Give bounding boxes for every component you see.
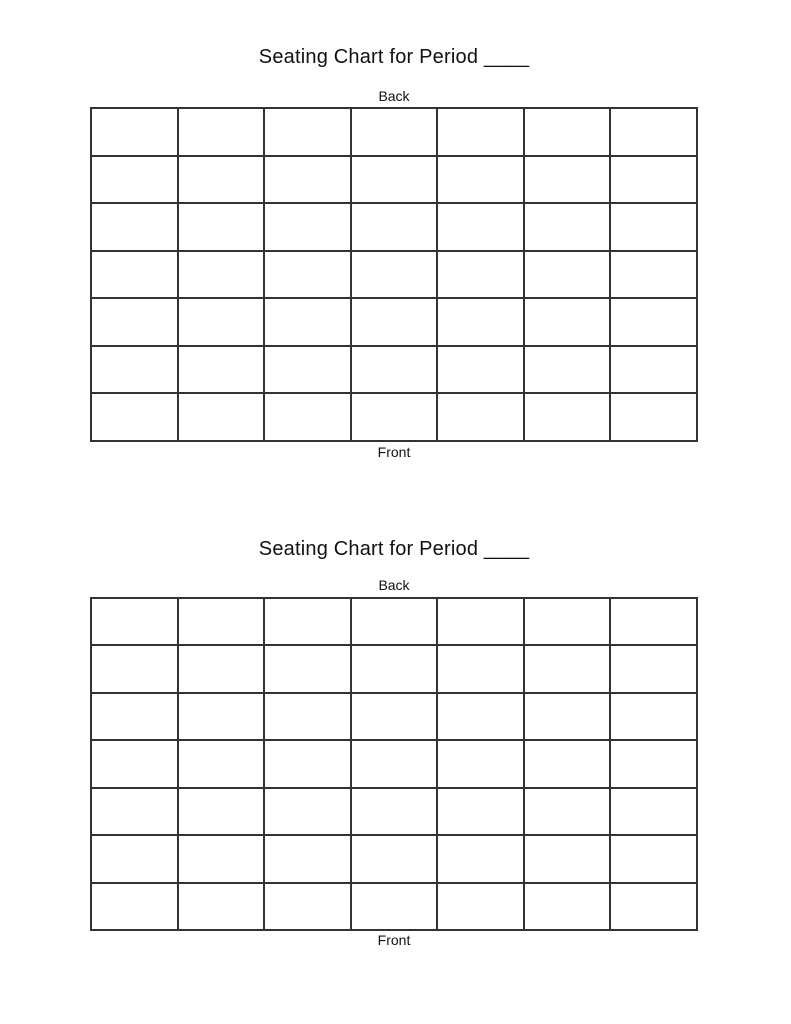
seat-cell [264,298,351,346]
seat-cell [351,835,438,882]
seat-cell [178,108,265,156]
seat-row [91,598,697,645]
seat-cell [351,740,438,787]
seat-cell [437,788,524,835]
seat-cell [178,393,265,441]
seat-cell [610,835,697,882]
seat-cell [524,645,611,692]
seat-cell [178,251,265,299]
seat-cell [264,645,351,692]
seat-row [91,156,697,204]
seat-cell [524,598,611,645]
seat-cell [524,788,611,835]
seat-cell [524,346,611,394]
seat-cell [524,156,611,204]
seat-cell [610,645,697,692]
seat-cell [524,393,611,441]
seat-cell [524,108,611,156]
seat-cell [264,740,351,787]
seat-cell [437,645,524,692]
seat-cell [610,108,697,156]
seat-cell [351,251,438,299]
seat-cell [351,393,438,441]
seat-cell [610,883,697,930]
seat-cell [437,598,524,645]
seat-row [91,203,697,251]
seat-cell [524,740,611,787]
front-label: Front [377,444,411,460]
seat-cell [91,393,178,441]
seat-cell [178,156,265,204]
seat-cell [178,788,265,835]
seat-row [91,346,697,394]
seat-row [91,835,697,882]
seat-cell [524,693,611,740]
seat-row [91,883,697,930]
seat-cell [91,203,178,251]
seat-cell [264,693,351,740]
seat-cell [610,298,697,346]
seat-cell [610,251,697,299]
seat-row [91,788,697,835]
seat-cell [437,740,524,787]
chart-title: Seating Chart for Period ____ [258,46,530,68]
seat-cell [91,740,178,787]
seat-cell [610,598,697,645]
seat-cell [351,645,438,692]
seat-cell [351,598,438,645]
seat-cell [264,393,351,441]
seat-cell [264,203,351,251]
seat-cell [351,883,438,930]
seat-row [91,251,697,299]
seat-cell [91,298,178,346]
seat-cell [437,298,524,346]
seat-cell [524,298,611,346]
seat-cell [91,598,178,645]
seat-cell [437,346,524,394]
seat-cell [91,251,178,299]
seat-cell [437,251,524,299]
seat-cell [524,203,611,251]
seating-grid [90,597,698,931]
seat-cell [178,598,265,645]
seat-cell [178,740,265,787]
seat-cell [437,156,524,204]
seat-cell [91,693,178,740]
seat-cell [610,788,697,835]
seat-cell [264,598,351,645]
seat-cell [351,788,438,835]
seat-cell [264,346,351,394]
seat-cell [437,203,524,251]
chart-title: Seating Chart for Period ____ [258,538,530,560]
seat-row [91,298,697,346]
seat-cell [437,835,524,882]
front-label: Front [377,932,411,948]
seat-cell [264,883,351,930]
seating-grid [90,107,698,442]
seat-cell [178,346,265,394]
seat-cell [437,693,524,740]
seat-cell [91,346,178,394]
seat-cell [610,346,697,394]
seat-cell [264,835,351,882]
seat-cell [264,788,351,835]
seat-cell [610,393,697,441]
seat-cell [91,835,178,882]
seat-row [91,108,697,156]
seat-cell [91,156,178,204]
seat-cell [264,156,351,204]
seat-cell [91,108,178,156]
seat-cell [178,645,265,692]
seat-cell [178,835,265,882]
back-label: Back [378,88,410,104]
seat-cell [524,883,611,930]
seat-cell [610,693,697,740]
seat-cell [178,298,265,346]
seat-cell [351,693,438,740]
seat-cell [610,156,697,204]
seat-cell [610,740,697,787]
seat-cell [437,393,524,441]
seat-cell [437,108,524,156]
seat-cell [351,108,438,156]
seat-cell [264,108,351,156]
seat-cell [264,251,351,299]
seat-cell [91,788,178,835]
seat-cell [351,156,438,204]
seat-cell [351,203,438,251]
seat-cell [178,883,265,930]
seat-cell [351,346,438,394]
seat-row [91,645,697,692]
seat-row [91,693,697,740]
seat-cell [437,883,524,930]
seat-cell [351,298,438,346]
seat-row [91,393,697,441]
seat-cell [610,203,697,251]
seat-row [91,740,697,787]
seat-cell [524,835,611,882]
seat-cell [91,883,178,930]
seat-cell [524,251,611,299]
seat-cell [178,203,265,251]
seat-cell [178,693,265,740]
back-label: Back [378,577,410,593]
seat-cell [91,645,178,692]
